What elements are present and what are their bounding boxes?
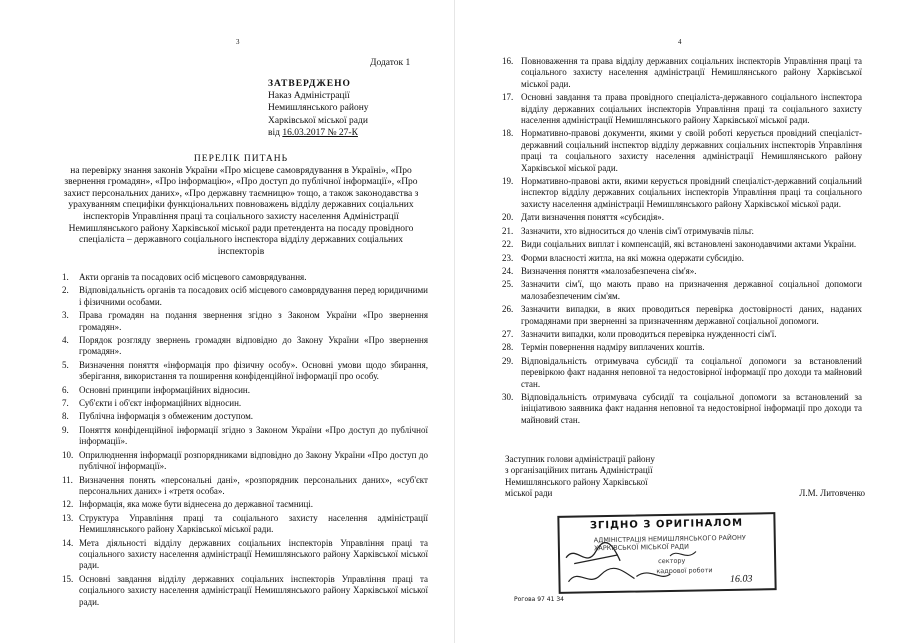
list-item	[62, 450, 428, 473]
document-heading	[56, 154, 426, 258]
approval-date-value: 16.03.2017 № 27-К	[282, 127, 358, 138]
list-item	[502, 356, 862, 390]
stamp-line: сектору	[658, 556, 686, 566]
list-item	[502, 279, 862, 302]
list-item	[502, 304, 862, 327]
list-item-number: 17.	[502, 92, 514, 103]
list-item	[502, 128, 862, 174]
list-item-text: Мета діяльності відділу державних соціальних інспекторів Управління праці та соціального захисту населення адміністрації Немишлянського району Харківської міської ради.	[79, 537, 428, 571]
list-item-text: Дати визначення поняття «субсидія».	[521, 212, 665, 223]
signatory-name: Л.М. Литовченко	[799, 488, 865, 499]
list-item-text: Зазначити, хто відноситься до членів сім'ї отримувачів пільг.	[521, 225, 754, 236]
list-item-number: 25.	[502, 279, 514, 290]
list-item-number: 22.	[502, 239, 514, 250]
list-item-number: 9.	[62, 424, 69, 435]
stamp-line: кадрової роботи	[656, 566, 713, 576]
list-item-number: 5.	[62, 359, 69, 370]
signature-line: міської ради	[505, 488, 553, 499]
list-item-number: 7.	[62, 398, 69, 409]
list-item-number: 20.	[502, 212, 514, 223]
list-item	[502, 56, 862, 90]
list-item-text: Повноваження та права відділу державних соціальних інспекторів Управління праці та соціального захисту населення адміністрації Немишлянського району Харківської міської ради.	[521, 56, 862, 89]
list-item	[502, 239, 862, 250]
document-title: ПЕРЕЛІК ПИТАНЬ	[193, 154, 289, 164]
list-item-number: 4.	[62, 335, 69, 346]
stamp-line: ХАРКІВСЬКОЇ МІСЬКОЇ РАДИ	[593, 542, 690, 553]
list-item	[502, 212, 862, 223]
page-number: 4	[678, 38, 682, 46]
list-item-text: Суб'єкти і об'єкт інформаційних відносин.	[79, 398, 242, 409]
list-item-text: Нормативно-правові акти, якими керується провідний спеціаліст-державний соціальний інспектор відділу державних соціальних інспекторів Управління праці та соціального захисту населення адміністрації Немишлянського району Харківської міської ради.	[521, 176, 862, 209]
list-item	[62, 360, 428, 383]
stamp-line: АДМІНІСТРАЦІЯ НЕМИШЛЯНСЬКОГО РАЙОНУ	[593, 533, 746, 545]
list-item	[62, 310, 428, 333]
signature-line: Немишлянського району Харківської	[505, 476, 648, 487]
approval-block	[268, 78, 369, 139]
list-item	[62, 574, 428, 608]
list-item-text: Оприлюднення інформації розпорядниками відповідно до Закону України «Про доступ до публічної інформації».	[79, 449, 428, 472]
stamp-title: ЗГІДНО З ОРИГІНАЛОМ	[589, 517, 744, 532]
list-item-number: 29.	[502, 355, 514, 366]
list-item-text: Види соціальних виплат і компенсацій, які встановлені законодавчими актами України.	[521, 239, 857, 250]
list-item-text: Поняття конфіденційної інформації згідно з Законом України «Про доступ до публічної інформації».	[79, 424, 428, 447]
list-item-number: 24.	[502, 265, 514, 276]
certified-copy-stamp	[557, 512, 776, 594]
list-item-number: 27.	[502, 328, 514, 339]
approval-title: ЗАТВЕРДЖЕНО	[268, 79, 351, 89]
list-item-text: Відповідальність отримувача субсидії та соціальної допомоги за встановлений перевіркою факт надання неповної та недостовірної інформації про доходи та майновий стан.	[521, 355, 862, 389]
list-item-text: Визначення поняття «малозабезпечена сім'я».	[521, 265, 697, 276]
list-item-text: Зазначити сім'ї, що мають право на призначення державної соціальної допомоги малозабезпеченим сім'ям.	[521, 279, 862, 301]
list-item	[62, 398, 428, 409]
list-item	[502, 329, 862, 340]
list-item-number: 8.	[62, 411, 69, 422]
list-item	[62, 475, 428, 498]
list-item-number: 21.	[502, 225, 514, 236]
list-item-number: 30.	[502, 391, 514, 402]
list-item-text: Зазначити випадки, коли проводиться перевірка нужденності сім'ї.	[521, 328, 777, 339]
question-list	[502, 56, 862, 428]
list-item-text: Відповідальність органів та посадових осіб місцевого самоврядування перед юридичними і фізичними особами.	[79, 285, 428, 307]
list-item	[62, 538, 428, 572]
list-item	[62, 513, 428, 536]
list-item-text: Форми власності житла, на які можна одержати субсидію.	[521, 252, 744, 263]
list-item	[62, 411, 428, 422]
approval-line: Харківської міської ради	[268, 115, 368, 126]
list-item-text: Зазначити випадки, в яких проводиться перевірка достовірності даних, наданих громадянами при зверненні за призначенням державної соціальної допомоги.	[521, 304, 862, 326]
list-item-text: Визначення поняття «інформація про фізичну особу». Основні умови щодо збирання, зберігання, використання та поширення конфіденційної інформації про особу.	[79, 359, 428, 382]
document-subtitle: на перевірку знання законів України «Про місцеве самоврядування в Україні», «Про звернення громадян», «Про інформацію», «Про доступ до публічної інформації», «Про захист персональних даних», «Про державну таємницю» тощо, а також законодавства з урахуванням специфіки функціональних повноважень відділу державних соціальних інспекторів Управління праці та соціального захисту населення Адміністрації Немишлянського району Харківської міської ради претендента на посаду провідного спеціаліста – державного соціального інспектора відділу державних соціальних інспекторів	[63, 165, 419, 257]
list-item-number: 15.	[62, 573, 74, 584]
list-item	[502, 226, 862, 237]
list-item-number: 6.	[62, 384, 69, 395]
list-item-text: Інформація, яка може бути віднесена до державної таємниці.	[79, 499, 314, 510]
list-item	[62, 272, 428, 283]
list-item-number: 13.	[62, 512, 74, 523]
approval-date: від 16.03.2017 № 27-К	[268, 127, 358, 138]
list-item-text: Основні принципи інформаційних відносин.	[79, 384, 250, 395]
list-item-number: 1.	[62, 272, 69, 282]
approval-line: Немишлянського району	[268, 103, 369, 114]
list-item-text: Термін повернення надміру виплачених коштів.	[521, 342, 705, 353]
list-item-text: Нормативно-правові документи, якими у своїй роботі керується провідний спеціаліст-державний соціальний інспектор відділу державних соціальних інспекторів Управління праці та соціального захисту населення адміністрації Немишлянського району Харківської міської ради.	[521, 128, 862, 173]
page-number: 3	[236, 38, 240, 46]
list-item-number: 16.	[502, 56, 514, 66]
list-item-number: 23.	[502, 252, 514, 263]
list-item	[502, 176, 862, 210]
list-item-number: 3.	[62, 310, 69, 321]
list-item-text: Визначення понять «персональні дані», «розпорядник персональних даних», «суб'єкт персональних даних» і «третя особа».	[79, 474, 428, 496]
list-item	[502, 253, 862, 264]
list-item-number: 12.	[62, 499, 74, 510]
list-item	[502, 392, 862, 426]
list-item-number: 28.	[502, 342, 514, 353]
approval-line: Наказ Адміністрації	[268, 91, 350, 102]
list-item	[62, 285, 428, 308]
signature-block	[505, 454, 865, 500]
signature-line: з організаційних питань Адміністрації	[505, 465, 653, 476]
list-item	[62, 385, 428, 396]
list-item-number: 10.	[62, 449, 74, 460]
list-item-text: Основні завдання відділу державних соціальних інспекторів Управління праці та соціального захисту населення адміністрації Немишлянського району Харківської міської ради.	[79, 573, 428, 607]
list-item-text: Акти органів та посадових осіб місцевого самоврядування.	[79, 272, 307, 282]
list-item	[502, 92, 862, 126]
list-item-number: 14.	[62, 537, 74, 548]
list-item-number: 11.	[62, 474, 73, 485]
list-item-number: 18.	[502, 128, 514, 139]
addendum-label: Додаток 1	[370, 58, 411, 68]
list-item-number: 26.	[502, 304, 514, 315]
list-item-text: Основні завдання та права провідного спеціаліста-державного соціального інспектора відділу державних соціальних інспекторів Управління праці та соціального захисту населення адміністрації Немишлянського району Харківської міської ради.	[521, 92, 862, 126]
list-item	[62, 335, 428, 358]
list-item-number: 2.	[62, 285, 69, 296]
list-item-text: Структура Управління праці та соціального захисту населення адміністрації Немишлянського району Харківської міської ради.	[79, 512, 428, 535]
list-item-number: 19.	[502, 176, 514, 187]
list-item-text: Публічна інформація з обмеженим доступом.	[79, 411, 254, 422]
list-item	[502, 266, 862, 277]
list-item-text: Порядок розгляду звернень громадян відповідно до Закону України «Про звернення громадян».	[79, 335, 428, 357]
list-item	[62, 425, 428, 448]
question-list	[62, 272, 428, 610]
stamp-date: 16.03	[729, 573, 753, 585]
footer-code: Рогова 97 41 34	[514, 596, 564, 603]
list-item	[62, 499, 428, 510]
list-item	[502, 342, 862, 353]
list-item-text: Права громадян на подання звернення згідно з Законом України «Про звернення громадян».	[79, 310, 428, 332]
signature-line: Заступник голови адміністрації району	[505, 454, 655, 464]
list-item-text: Відповідальність отримувача субсидії та соціальної допомоги за встановлений за ініціативою заявника факт надання неповної та недостовірної інформації про доходи та майновий стан.	[521, 391, 862, 425]
